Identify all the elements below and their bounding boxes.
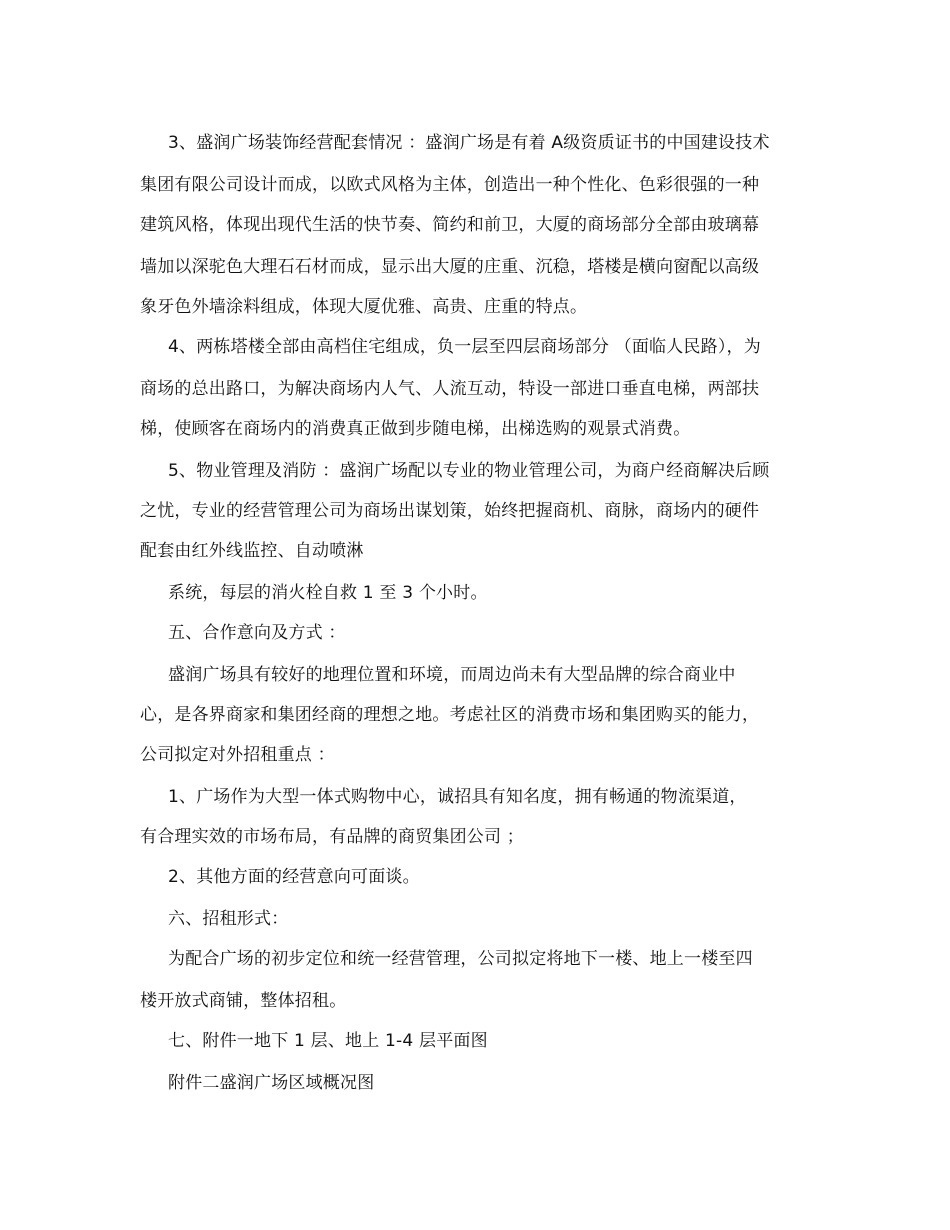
section-heading: 五、合作意向及方式 ：: [168, 623, 346, 643]
text-line: 1、广场作为大型一体式购物中心，诚招具有知名度，拥有畅通的物流渠道，: [168, 787, 747, 807]
text-line: 4、两栋塔楼全部由高档住宅组成，负一层至四层商场部分 （面临人民路），为: [168, 337, 761, 357]
text-line: 商场的总出路口，为解决商场内人气、人流互动，特设一部进口垂直电梯，两部扶: [140, 379, 760, 399]
text-line: 梯，使顾客在商场内的消费真正做到步随电梯，出梯选购的观景式消费。: [140, 419, 691, 439]
text-line: 心，是各界商家和集团经商的理想之地。考虑社区的消费市场和集团购买的能力，: [140, 705, 760, 725]
section-heading: 六、招租形式：: [168, 909, 289, 929]
text-line: 象牙色外墙涂料组成，体现大厦优雅、高贵、庄重的特点。: [140, 297, 588, 317]
text-line: 集团有限公司设计而成，以欧式风格为主体，创造出一种个性化、色彩很强的一种: [140, 175, 760, 195]
text-line: 2、其他方面的经营意向可面谈。: [168, 867, 420, 887]
text-line: 系统，每层的消火栓自救 1 至 3 个小时。: [168, 583, 488, 603]
text-line: 配套由红外线监控、自动喷淋: [140, 541, 364, 561]
text-line: 墙加以深驼色大理石石材而成，显示出大厦的庄重、沉稳，塔楼是横向窗配以高级: [140, 257, 760, 277]
text-line: 之忧，专业的经营管理公司为商场出谋划策，始终把握商机、商脉，商场内的硬件: [140, 501, 760, 521]
text-line: 有合理实效的市场布局，有品牌的商贸集团公司 ；: [140, 827, 525, 847]
text-line: 建筑风格，体现出现代生活的快节奏、简约和前卫，大厦的商场部分全部由玻璃幕: [140, 215, 760, 235]
text-line: 附件二盛润广场区域概况图: [168, 1073, 375, 1093]
section-heading: 七、附件一地下 1 层、地上 1-4 层平面图: [168, 1031, 488, 1051]
text-line: 公司拟定对外招租重点 ：: [140, 745, 335, 765]
text-line: 为配合广场的初步定位和统一经营管理，公司拟定将地下一楼、地上一楼至四: [168, 949, 753, 969]
text-line: 楼开放式商铺，整体招租。: [140, 991, 347, 1011]
text-line: 5、物业管理及消防 ：盛润广场配以专业的物业管理公司，为商户经商解决后顾: [168, 461, 770, 481]
text-line: 3、盛润广场装饰经营配套情况 ：盛润广场是有着 A级资质证书的中国建设技术: [168, 133, 770, 153]
text-line: 盛润广场具有较好的地理位置和环境，而周边尚未有大型品牌的综合商业中: [168, 665, 736, 685]
